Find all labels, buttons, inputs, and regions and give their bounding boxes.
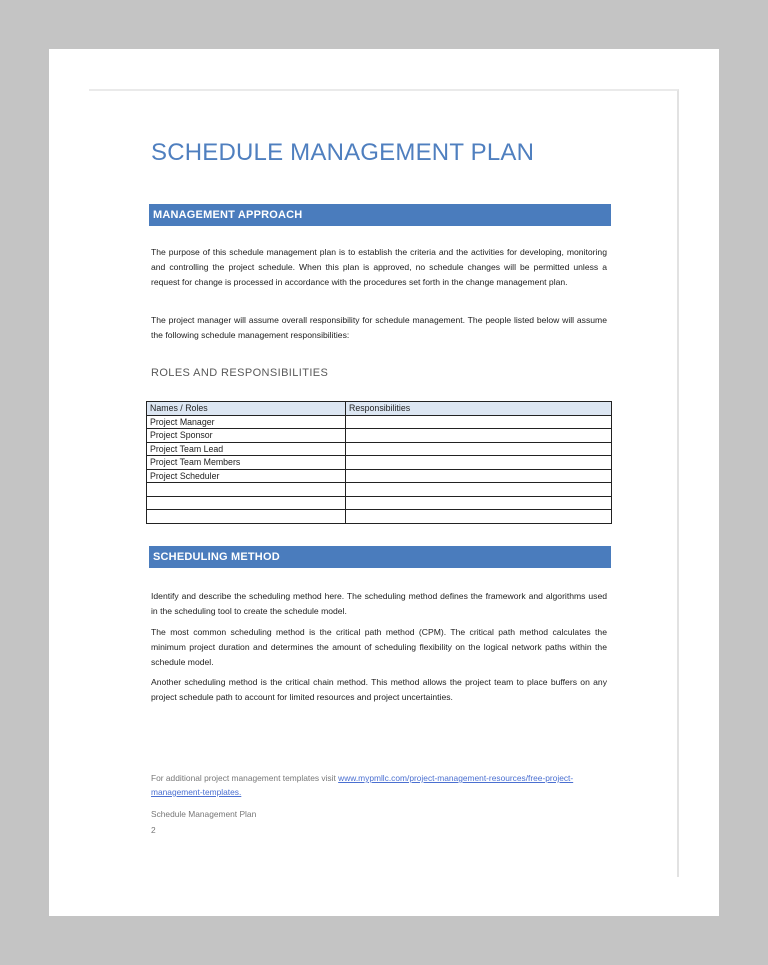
document-page (89, 89, 679, 877)
table-header-row (147, 402, 612, 416)
page-title: SCHEDULE MANAGEMENT PLAN (151, 139, 535, 166)
role-cell: Project Team Members (147, 456, 346, 470)
footer-note (151, 771, 591, 799)
role-cell (147, 496, 346, 510)
section-heading-management-approach: MANAGEMENT APPROACH (149, 204, 611, 226)
responsibility-cell (346, 456, 612, 470)
approach-paragraph-2: The project manager will assume overall responsibility for schedule management. The people listed below will assume the following schedule management responsibilities: (151, 315, 607, 341)
role-cell: Project Sponsor (147, 429, 346, 443)
table-row (147, 415, 612, 429)
roles-table (146, 401, 612, 524)
table-row (147, 442, 612, 456)
column-header-responsibilities: Responsibilities (346, 402, 612, 416)
table-row (147, 496, 612, 510)
footer-templates-link[interactable]: www.mypmllc.com/project-management-resources/free-project-management-templates. (151, 773, 574, 797)
responsibility-cell (346, 496, 612, 510)
responsibility-cell (346, 510, 612, 524)
responsibility-cell (346, 483, 612, 497)
role-cell (147, 510, 346, 524)
footer-document-name: Schedule Management Plan (151, 809, 257, 819)
column-header-names-roles: Names / Roles (147, 402, 346, 416)
page-number: 2 (151, 825, 156, 835)
method-paragraph-1: Identify and describe the scheduling method here. The scheduling method defines the framework and algorithms used in the scheduling tool to create the schedule model. (151, 591, 607, 617)
responsibility-cell (346, 469, 612, 483)
role-cell: Project Manager (147, 415, 346, 429)
role-cell (147, 483, 346, 497)
footer-text: For additional project management templates visit (151, 773, 339, 783)
approach-paragraph-1: The purpose of this schedule management plan is to establish the criteria and the activities for developing, monitoring and controlling the project schedule. When this plan is approved, no schedule changes will be permitted unless a request for change is processed in accordance with the procedures set forth in the change management plan. (151, 247, 607, 288)
role-cell: Project Scheduler (147, 469, 346, 483)
method-paragraph-3: Another scheduling method is the critical chain method. This method allows the project team to place buffers on any project schedule path to account for limited resources and project uncertainties. (151, 677, 607, 703)
role-cell: Project Team Lead (147, 442, 346, 456)
responsibility-cell (346, 442, 612, 456)
table-row (147, 429, 612, 443)
method-paragraph-2: The most common scheduling method is the critical path method (CPM). The critical path method calculates the minimum project duration and determines the amount of scheduling flexibility on the logical network paths within the schedule model. (151, 627, 607, 668)
document-frame (49, 49, 719, 916)
section-heading-scheduling-method: SCHEDULING METHOD (149, 546, 611, 568)
table-row (147, 469, 612, 483)
roles-heading: ROLES AND RESPONSIBILITIES (151, 367, 329, 379)
responsibility-cell (346, 429, 612, 443)
table-row (147, 456, 612, 470)
table-row (147, 483, 612, 497)
table-row (147, 510, 612, 524)
responsibility-cell (346, 415, 612, 429)
